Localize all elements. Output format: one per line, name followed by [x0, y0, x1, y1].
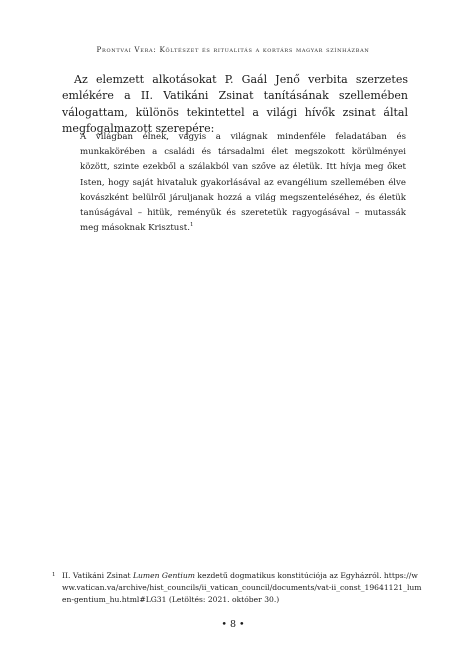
page-number: • 8 •	[221, 619, 245, 630]
footnote	[52, 570, 422, 606]
quote-text: A világban élnek, vagyis a világnak mindenféle feladatában és munkakörében a családi és társadalmi élet megszokott körülményei között, szinte ezekből a szálakból van szőve az életük. Itt hívja meg őket Isten, hogy saját hivataluk gyakorlásával az evangélium szellemében élve kovászként belülről járuljanak hozzá a világ megszenteléséhez, és életük tanúságával – hitük, reményük és szeretetük ragyogásával – mutassák meg másoknak Krisztust.	[80, 132, 406, 234]
running-header: Prontvai Vera: Költészet és ritualitás a kortárs magyar színházban	[96, 45, 370, 54]
footnote-title: Lumen Gentium	[132, 571, 195, 580]
footnote-number: 1	[52, 572, 56, 578]
footnote-text-after: kezdetű dogmatikus konstitúciója az Egyházról. https://www.vatican.va/archive/hist_councils/ii_vatican_council/documents/vat-ii_const_19641121_lumen-gentium_hu.html#LG31 (Letöltés: 2021. október 30.)	[62, 571, 422, 604]
block-quote	[80, 130, 406, 236]
footnote-reference[interactable]: 1	[189, 222, 194, 229]
intro-paragraph: Az elemzett alkotásokat P. Gaál Jenő verbita szerzetes emlékére a II. Vatikáni Zsinat tanításának szellemében válogattam, különös tekintettel a világi hívők zsinat által megfogalmazott szerepére:	[62, 73, 408, 136]
footnote-text-before: II. Vatikáni Zsinat	[62, 571, 133, 580]
